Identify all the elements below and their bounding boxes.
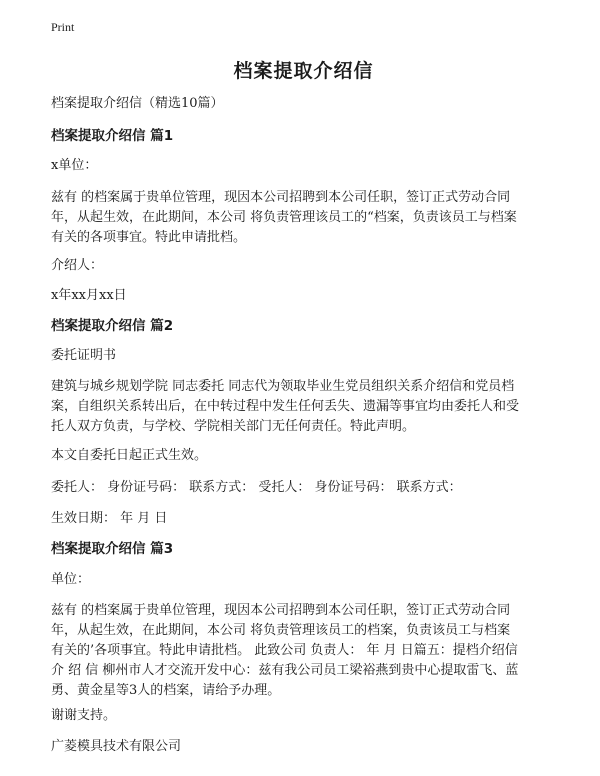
paragraph-line: 兹有 的档案属于贵单位管理，现因本公司招聘到本公司任职，签订正式劳动合同 [51, 190, 511, 205]
body-paragraph [51, 377, 556, 437]
body-paragraph [51, 188, 556, 248]
paragraph-line: 年，从起生效，在此期间，本公司 将负责管理该员工的档案，负责该员工与档案 [51, 623, 511, 638]
company-line: 广菱模具技术有限公司 [51, 739, 182, 754]
section-heading-2: 档案提取介绍信 篇2 [51, 318, 174, 334]
paragraph-line: 建筑与城乡规划学院 同志委托 同志代为领取毕业生党员组织关系介绍信和党员档 [51, 379, 515, 394]
paragraph-line: 案，自组织关系转出后，在中转过程中发生任何丢失、遗漏等事宜均由委托人和受 [51, 399, 520, 414]
date-line: x年xx月xx日 [51, 288, 127, 303]
paragraph-line: 介 绍 信 柳州市人才交流开发中心：兹有我公司员工梁裕燕到贵中心提取雷飞、蓝 [51, 663, 519, 678]
recipient-line: x单位： [51, 158, 98, 173]
section-heading-1: 档案提取介绍信 篇1 [51, 128, 174, 144]
thanks-line: 谢谢支持。 [51, 708, 117, 723]
document-subtitle: 档案提取介绍信（精选10篇） [51, 96, 224, 111]
introducer-line: 介绍人： [51, 258, 104, 273]
paragraph-line: 兹有 的档案属于贵单位管理，现因本公司招聘到本公司任职，签订正式劳动合同 [51, 603, 511, 618]
paragraph-line: 年，从起生效，在此期间，本公司 将负责管理该员工的“档案，负责该员工与档案 [51, 210, 517, 225]
paragraph-line: 有关的各项事宜。特此申请批档。 [51, 230, 247, 245]
paragraph-line: 勇、黄金星等3人的档案，请给予办理。 [51, 683, 281, 698]
effective-date-line: 生效日期： 年 月 日 [51, 511, 168, 526]
parties-line: 委托人： 身份证号码： 联系方式： 受托人： 身份证号码： 联系方式： [51, 480, 462, 495]
recipient-line: 单位： [51, 572, 91, 587]
body-paragraph [51, 601, 556, 701]
print-link[interactable]: Print [51, 20, 75, 34]
section-heading-3: 档案提取介绍信 篇3 [51, 541, 174, 557]
doc-type-line: 委托证明书 [51, 348, 117, 363]
paragraph-line: 托人双方负责，与学校、学院相关部门无任何责任。特此声明。 [51, 419, 416, 434]
effective-line: 本文自委托日起正式生效。 [51, 448, 208, 463]
page-title: 档案提取介绍信 [233, 60, 374, 82]
paragraph-line: 有关的’各项事宜。特此申请批档。 此致公司 负责人： 年 月 日篇五：提档介绍信 [51, 643, 518, 658]
